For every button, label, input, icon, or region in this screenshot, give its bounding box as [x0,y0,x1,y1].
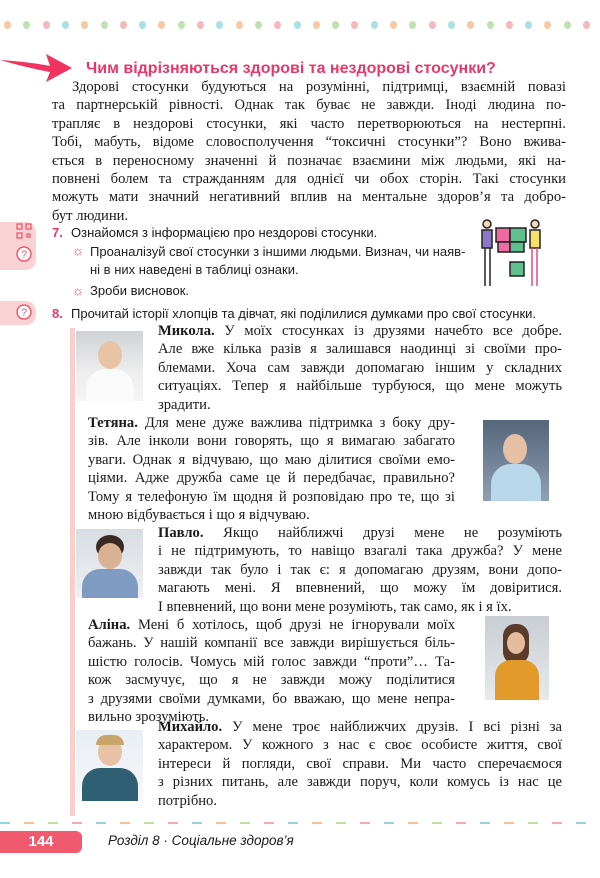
text-line: та партнерській рівності. Однак так буває не завжди. Іноді людина по- [52,97,566,114]
dot [120,21,127,29]
dot [81,21,88,29]
dot [371,21,378,29]
photo-mykola [76,331,143,401]
story-mykhailo [158,718,562,810]
task-7-bullet-1 [90,243,466,280]
dash-segment [360,822,370,824]
dot [390,21,397,29]
speaker-name: Тетяна. [88,415,138,431]
text-fragment: Якщо найближчі друзі мене не розуміють [203,525,562,541]
dash-segment [384,822,394,824]
dot [409,21,416,29]
text-line [158,322,562,340]
text-line: бажань. У нашій компанії все завжди вирішується біль- [88,635,455,652]
text-line: Здорові стосунки будуються на розумінні, підтримці, взаємній повазі [72,79,566,95]
svg-text:?: ? [20,307,28,319]
dash-segment [264,822,274,824]
dash-segment [528,822,538,824]
text-line: можуть мати значний негативний вплив на ментальне здоров’я та добро- [52,189,566,206]
text-line [88,616,455,634]
dot [351,21,358,29]
photo-mykhailo [76,730,143,801]
dot [525,21,532,29]
dot [4,21,11,29]
dash-segment [480,822,490,824]
text-line: і не підтримують, то навіщо взагалі така дружба? У мене [158,543,562,560]
dash-segment [144,822,154,824]
dot [158,21,165,29]
text-line: інтереси й погляди, свої справи. Ми часто сперечаємося [158,755,562,772]
dot [255,21,262,29]
dot [564,21,571,29]
text-line: ні в них наведені в таблиці ознаки. [90,262,299,278]
dash-segment [288,822,298,824]
task-8-number: 8. [52,306,63,321]
bullet-sun-icon: ☼ [72,243,84,258]
text-line: характером. У кожного з нас є своє особисте життя, свої [158,737,562,754]
text-line: трапляє в нездорові стосунки, які часто перетворюються на нестерпні. [52,115,566,132]
dash-segment [432,822,442,824]
dot [274,21,281,29]
speaker-name: Павло. [158,525,204,541]
text-line: вильно зрозуміють. [88,708,209,725]
text-fragment: У мене троє найближчих друзів. І всі різні за [222,719,562,735]
dot [429,21,436,29]
speaker-name: Микола. [158,323,215,339]
text-line: ється в переносному значенні й позначає взаємини між людьми, які на- [52,152,566,169]
text-line: Проаналізуй свої стосунки з іншими людьми. Визнач, чи наяв- [90,244,466,259]
dash-segment [120,822,130,824]
dot [448,21,455,29]
intro-paragraph [52,78,566,225]
story-pavlo [158,524,562,616]
dot [236,21,243,29]
dash-segment [96,822,106,824]
text-line: Тобі, мабуть, відоме словосполучення “токсичні стосунки”? Воно вжива- [52,134,566,151]
text-line: Тому я телефоную їм щодня й розповідаю про те, що зі [88,488,455,505]
photo-pavlo [76,529,143,598]
dash-segment [312,822,322,824]
text-line: бут людини. [52,207,129,224]
svg-text:?: ? [20,249,28,261]
dash-segment [24,822,34,824]
task-8-text: Прочитай історії хлопців та дівчат, які поділилися думками про свої стосунки. [71,306,537,321]
text-line: ціями. Адже дружба саме це й передбачає, правильно? [88,470,455,487]
task-7-number: 7. [52,225,63,240]
text-line: зрадити. [158,396,211,413]
dot [294,21,301,29]
text-line: ситуаціях. Тепер я найбільше турбуюся, що мене можуть [158,378,562,395]
task-7-bullet-2: Зроби висновок. [90,283,189,298]
qr-code-icon[interactable] [15,222,33,240]
text-line: мною відбувається і що я відчуваю. [88,506,310,523]
dot [197,21,204,29]
story-tetyana [88,414,455,524]
text-line: блемами. Хоча сам завжди допомагаю іншим у складних [158,359,562,376]
bullet-sun-icon: ☼ [72,283,84,298]
text-line: зів. Але інколи вони говорять, що я вимагаю забагато [88,433,455,450]
text-line: кож засмучує, що я не завжди можу поділитися [88,672,455,689]
text-line: з різних питань, але завжди поруч, коли комусь із нас це [158,774,562,791]
text-line: магають мені. Я впевнений, що можу їм довіритися. [158,580,562,597]
dash-segment [192,822,202,824]
dash-segment [336,822,346,824]
dash-segment [576,822,586,824]
text-line: І впевнений, що вони мене розуміють, так само, як і я їх. [158,598,512,615]
photo-alina [485,616,549,700]
text-line: уваги. Однак я відчуваю, що маю ділитися своїми емо- [88,451,455,468]
dot [544,21,551,29]
dash-segment [168,822,178,824]
dash-segment [72,822,82,824]
dot [583,21,590,29]
dash-segment [504,822,514,824]
text-line [158,524,562,542]
stories-accent-bar [70,328,75,816]
dot [332,21,339,29]
chapter-title: Розділ 8 · Соціальне здоров’я [108,833,294,848]
page-number: 144 [0,831,82,853]
question-icon [15,304,33,322]
dot [467,21,474,29]
section-heading: Чим відрізняються здорові та нездорові стосунки? [86,60,496,77]
text-line: потрібно. [158,792,218,809]
dot [43,21,50,29]
question-icon [15,246,33,264]
dot [216,21,223,29]
text-line: з друзями своїми думками, бо вважаю, що мене непра- [88,690,455,707]
text-fragment: У моїх стосунках із друзями начебто все добре. [214,323,562,339]
text-line: Але вже кілька разів я залишався наодинці зі своїми про- [158,341,562,358]
text-line: шістю голосів. Чомусь мій голос завжди “проти”… Та- [88,653,455,670]
text-line [88,414,455,432]
decorative-dots [4,21,600,31]
text-fragment: Для мене дуже важлива підтримка з боку дру- [137,415,455,431]
task-7-text: Ознайомся з інформацією про нездорові стосунки. [71,225,378,240]
dash-segment [408,822,418,824]
dot [139,21,146,29]
dot [313,21,320,29]
footer-dashed-divider [0,822,600,825]
text-line: завжди так було і так є: я допомагаю друзям, вони допо- [158,561,562,578]
dot [101,21,108,29]
dash-segment [216,822,226,824]
text-line: повнені болем та стражданням для однієї чи обох сторін. Такі стосунки [52,170,566,187]
dash-segment [240,822,250,824]
dash-segment [552,822,562,824]
text-line [158,718,562,736]
speaker-name: Михайло. [158,719,223,735]
dot [62,21,69,29]
dot [23,21,30,29]
dash-segment [456,822,466,824]
dot [178,21,185,29]
speaker-name: Аліна. [88,617,131,633]
dot [506,21,513,29]
dash-segment [0,822,10,824]
puzzle-illustration [476,218,546,288]
story-alina [88,616,455,726]
text-fragment: Мені б хотілось, щоб друзі не ігнорували моїх [130,617,455,633]
story-mykola [158,322,562,414]
dash-segment [48,822,58,824]
dot [487,21,494,29]
photo-tetyana [483,420,549,501]
